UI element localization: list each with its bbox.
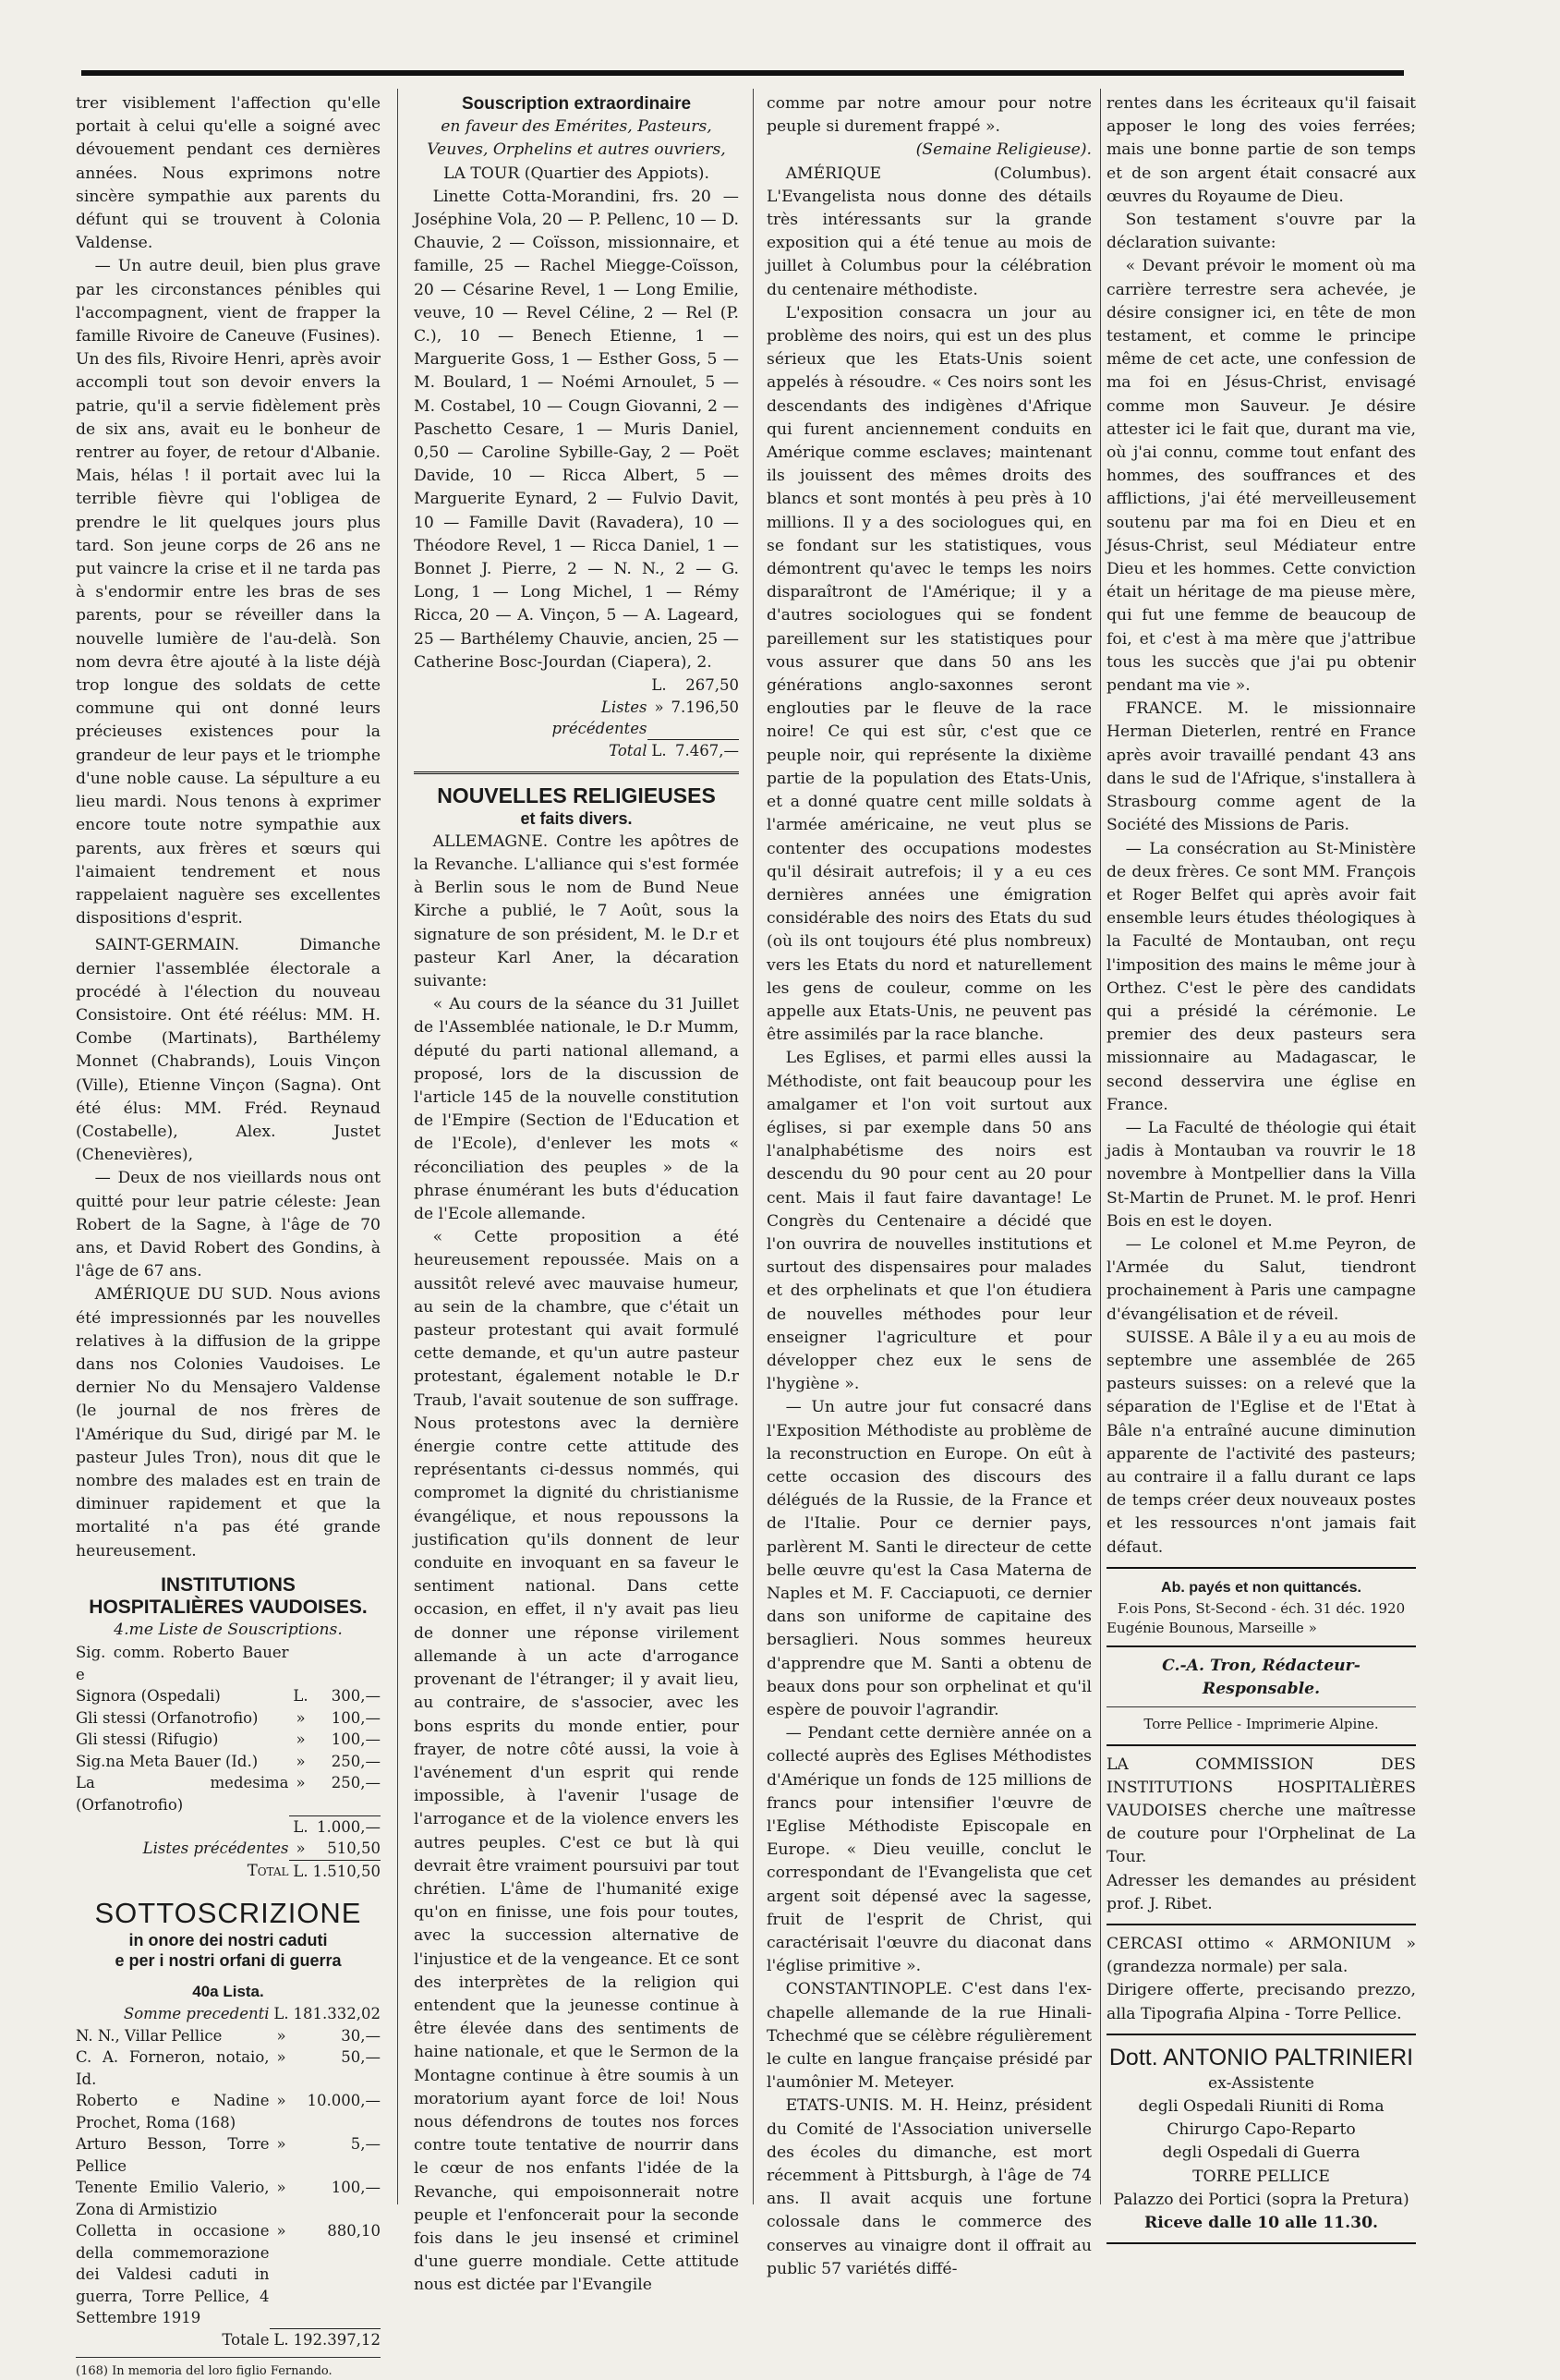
column-3 — [767, 92, 1092, 2278]
section-subtitle: in onore dei nostri caduti — [128, 1931, 328, 1949]
list-number: 40a Lista. — [192, 1983, 264, 2000]
article-suisse: SUISSE. A Bâle il y a eu au mois de septembre une assemblée de 265 pasteurs suisses: on a relevé que la séparation de l'Eglise et de l'Etat à Bâle n'a entraîné aucune diminution apparente de l'activité des pasteurs; au contraire il a fallu durant ce laps de temps créer deux nouveaux postes et les ressources n'ont jamais fait défaut. — [1107, 1328, 1416, 1557]
article-text: — La Faculté de théologie qui était jadis à Montauban va rouvrir le 18 novembre à Montpellier dans la Villa St-Martin de Prunet. M. le prof. Henri Bois en est le doyen. — [1107, 1118, 1416, 1231]
advertisement: LA COMMISSION DES INSTITUTIONS HOSPITALIÈRES VAUDOISES cherche une maîtresse de couture pour l'Orphelinat de La Tour. — [1107, 1755, 1416, 1867]
row-cur: » — [276, 2048, 286, 2067]
row-cur: » — [296, 1774, 306, 1791]
row-amt: 250,— — [331, 1752, 381, 1770]
row-amt — [313, 1642, 381, 1685]
editor-line: C.-A. Tron, Rédacteur-Responsable. — [1162, 1657, 1360, 1699]
doctor-line: ex-Assistente — [1208, 2073, 1314, 2093]
article-text: rentes dans les écriteaux qu'il faisait apposer le long des voies ferrées; mais une bonne partie de son temps et de son argent était consacré aux œuvres du Royaume de Dieu. — [1107, 94, 1416, 206]
subscription-row — [76, 1685, 381, 1707]
column-rule — [753, 89, 754, 2204]
advertisement: Adresser les demandes au président prof. J. Ribet. — [1107, 1871, 1416, 1913]
doctor-hours: Riceve dalle 10 alle 11.30. — [1143, 2214, 1379, 2233]
doctor-line: Palazzo dei Portici (sopra la Pretura) — [1113, 2190, 1409, 2209]
article-amerique: AMÉRIQUE (Columbus). L'Evangelista nous donne des détails très intéressants sur la grande exposition qui a été tenue au mois de juillet à Columbus pour la célébration du centenaire méthodiste. — [767, 164, 1092, 299]
previous-row: Somme precedenti L. 181.332,02 — [123, 2005, 381, 2023]
row-amt: 100,— — [331, 1730, 381, 1748]
subscription-row — [76, 1751, 381, 1773]
row-cur: » — [276, 2026, 286, 2045]
article-text: — Un autre deuil, bien plus grave par les circonstances pénibles qui l'accompagnent, vient de frapper la famille Rivoire de Caneuve (Fusines). Un des fils, Rivoire Henri, après avoir accompli tout son devoir envers la patrie, qu'il a servie fidèlement près de six ans, avait eu le bonheur de rentrer au foyer, de retour d'Albanie. Mais, hélas ! il portait avec lui la terrible fièvre qui l'obligea de prendre le lit quelques jours plus tard. Son jeune corps de 26 ans ne put vaincre la crise et il ne tarda pas à s'endormir entre les bras de ses parents, pour se réveiller dans la nouvelle lumière de l'au-delà. Son nom devra être ajouté à la liste déjà trop longue des soldats de cette commune qui ont donné leurs précieuses existences pour la grandeur de leur pays et le triomphe d'une noble cause. La sépulture a eu lieu mardi. Nous tenons à exprimer encore toute notre sympathie aux parents, aux frères et sœurs qui l'aimaient tendrement et nous rappelaient naguère ses excellentes dispositions d'esprit. — [76, 257, 381, 929]
row-amt: 5,— — [350, 2135, 381, 2154]
row-cur: L. — [293, 1687, 308, 1705]
article-constantinople: CONSTANTINOPLE. C'est dans l'ex-chapelle allemande de la rue Hinali-Tchechmé que se célèbre régulièrement le culte en langue française présidé par l'aumônier M. Meteyer. — [767, 1980, 1092, 2093]
sum-row: L. 267,50 — [651, 676, 739, 695]
row-cur: » — [276, 2222, 286, 2240]
row-name: N. N., Villar Pellice — [76, 2026, 223, 2045]
printer-line: Torre Pellice - Imprimerie Alpine. — [1143, 1716, 1379, 1733]
section-title: NOUVELLES RELIGIEUSES — [437, 783, 716, 808]
subscription-row — [76, 2220, 381, 2329]
column-rule — [1100, 89, 1101, 2204]
row-amt: 100,— — [331, 2179, 381, 2197]
row-cur — [289, 1642, 313, 1685]
doctor-line: degli Ospedali di Guerra — [1162, 2143, 1360, 2163]
article-text: — La consécration au St-Ministère de deux frères. Ce sont MM. François et Roger Belfet qui après avoir fait ensemble leurs études théologiques à la Faculté de Montauban, ont reçu l'imposition des mains le même jour à Orthez. C'est le père des candidats qui a présidé la cérémonie. Le premier des deux pasteurs sera missionnaire au Madagascar, le second desservira une église en France. — [1107, 839, 1416, 1114]
section-title: INSTITUTIONS — [161, 1573, 296, 1596]
source-credit: (Semaine Religieuse). — [915, 140, 1092, 160]
subscription-row — [76, 1642, 381, 1685]
row-name: Signora (Ospedali) — [76, 1687, 221, 1705]
row-amt: 250,— — [331, 1774, 381, 1791]
doctor-name: Dott. ANTONIO PALTRINIERI — [1108, 2044, 1414, 2070]
section-title: SOTTOSCRIZIONE — [94, 1897, 362, 1929]
row-amt: 10.000,— — [307, 2092, 381, 2110]
row-name: Tenente Emilio Valerio, Zona di Armistizio — [76, 2179, 270, 2218]
donor-list: Linette Cotta-Morandini, frs. 20 — Joséphine Vola, 20 — P. Pellenc, 10 — D. Chauvie, 2 — Coïsson, missionnaire, et famille, 25 — Rachel Miegge-Coïsson, 20 — Césarine Revel, 1 — Long Emilie, veuve, 10 — Revel Céline, 2 — Rel (P. C.), 10 — Benech Etienne, 1 — Marguerite Goss, 1 — Esther Goss, 5 — M. Boulard, 1 — Noémi Arnoulet, 5 — M. Costabel, 10 — Cougn Giovanni, 2 — Paschetto Cesare, 1 — Muris Daniel, 0,50 — Caroline Sybille-Gay, 2 — Poët Davide, 10 — Ricca Albert, 5 — Marguerite Eynard, 2 — Fulvio Davit, 10 — Famille Davit (Ravadera), 10 — Théodore Revel, 1 — Ricca Daniel, 1 — Bonnet J. Pierre, 2 — N. N., 2 — G. Long, 1 — Long Michel, 1 — Rémy Ricca, 20 — A. Vinçon, 5 — A. Lageard, 25 — Barthélemy Chauvie, ancien, 25 — Catherine Bosc-Jourdan (Ciapera), 2. — [414, 187, 739, 672]
article-text: — Un autre jour fut consacré dans l'Exposition Méthodiste au problème de la reconstruction en Europe. On eût à cette occasion des discours des délégués de la Russie, de la France et de l'Italie. Pour ce dernier pays, parlèrent M. Santi le directeur de cette belle œuvre qu'est la Casa Materna de Naples et M. F. Cacciapuoti, ce dernier dans son uniforme de capitaine des bersaglieri. Nous sommes heureux d'apprendre que M. Santi a obtenu de beaux dons pour son orphelinat et qu'il espère de pouvoir l'agrandir. — [767, 1398, 1092, 1720]
notice-line: Eugénie Bounous, Marseille » — [1107, 1620, 1317, 1636]
subscription-row — [76, 2025, 381, 2047]
section-subtitle: e per i nostri orfani di guerra — [115, 1951, 342, 1970]
row-cur: » — [276, 2135, 286, 2154]
previous-row: Listes précédentes » 7.196,50 — [551, 698, 739, 738]
article-text: — Le colonel et M.me Peyron, de l'Armée du Salut, tiendront prochainement à Paris une campagne d'évangélisation et de réveil. — [1107, 1234, 1416, 1324]
column-4 — [1107, 92, 1416, 2233]
row-amt: 880,10 — [327, 2222, 381, 2240]
subscription-table — [76, 1642, 381, 1882]
previous-row: Listes précédentes » 510,50 — [142, 1840, 381, 1857]
section-subtitle: 4.me Liste de Souscriptions. — [114, 1620, 343, 1639]
row-name: La medesima (Orfanotrofio) — [76, 1774, 289, 1814]
row-amt: 100,— — [331, 1708, 381, 1727]
sum-table — [512, 674, 739, 762]
row-amt: 300,— — [331, 1687, 381, 1705]
article-saint-germain: SAINT-GERMAIN. Dimanche dernier l'assemblée électorale a procédé à l'élection du nouveau Consistoire. Ont été réélus: MM. H. Combe (Martinats), Barthélemy Monnet (Chabrands), Louis Vinçon (Ville), Etienne Vinçon (Sagna). Ont été élus: MM. Fréd. Reynaud (Costabelle), Alex. Justet (Chenevières), — [76, 936, 381, 1165]
section-subtitle: en faveur des Emérites, Pasteurs, Veuves, Orphelins et autres ouvriers, — [427, 117, 726, 160]
notice-title: Ab. payés et non quittancés. — [1161, 1579, 1361, 1596]
subscription-row — [76, 1772, 381, 1815]
article-etats-unis: ETATS-UNIS. M. H. Heinz, président du Comité de l'Association universelle des écoles du dimanche, est mort récemment à Pittsburgh, à l'âge de 74 ans. Il avait acquis une fortune colossale dans le commerce des conserves au vinaigre dont il offrait au public 57 variétés diffé- — [767, 2096, 1092, 2278]
doctor-line: degli Ospedali Riuniti di Roma — [1138, 2097, 1385, 2117]
row-amt: 30,— — [341, 2026, 381, 2045]
article-text: Son testament s'ouvre par la déclaration suivante: — [1107, 211, 1416, 253]
row-cur: » — [276, 2092, 286, 2110]
section-title: HOSPITALIÈRES VAUDOISES. — [89, 1596, 368, 1618]
war-subscription-table — [76, 2003, 381, 2351]
notice-line: F.ois Pons, St-Second - éch. 31 déc. 1920 — [1117, 1600, 1406, 1617]
total-row: Totale L. 192.397,12 — [76, 2329, 381, 2351]
doctor-line: Chirurgo Capo-Reparto — [1167, 2120, 1356, 2140]
subtotal-row: L. 1.000,— — [76, 1815, 381, 1838]
place-heading: LA TOUR (Quartier des Appiots). — [443, 164, 709, 183]
advertisement: Dirigere offerte, precisando prezzo, alla Tipografia Alpina - Torre Pellice. — [1107, 1981, 1416, 2023]
subscription-row — [76, 2090, 381, 2133]
article-quote: « Cette proposition a été heureusement repoussée. Mais on a aussitôt relevé avec mauvaise humeur, au sein de la chambre, que c'était un pasteur protestant qui avait formulé cette demande, et qu'un autre pasteur protestant, également notable le D.r Traub, l'avait soutenue de son suffrage. Nous protestons avec la dernière énergie contre cette attitude des représentants ci-dessus nommés, qui compromet la dignité du christianisme évangélique, et nous repoussons la justification qu'ils donnent de leur conduite en invoquant en sa faveur le sentiment national. Dans cette occasion, en effet, il n'y avait pas lieu de donner une réponse virilement allemande à un acte d'arrogance provenant de l'étranger; il y avait lieu, au contraire, de s'associer, avec les bons esprits du monde entier, pour frayer, de notre côté aussi, la voie à l'avénement d'un esprit qui rende impossible, à l'avenir l'usage de l'arrogance et de la violence envers les autres peuples. C'est ce but là qui devrait être vraiment poursuivi par tout chrétien. L'âme de l'humanité exige qu'on en finisse, une fois pour toutes, avec la succession alternative de l'injustice et de la vengeance. Et ce sont des interprètes de la religion qui entendent que la jeunesse continue à être élevée dans des sentiments de haine nationale, et que le Sermon de la Montagne continue à être soumis à un moratorium ayant force de loi! Nous nous défendrons de toutes nos forces contre toute tentative de nourrir dans le cœur de nos enfants l'idée de la Revanche, qui empoisonnerait notre peuple et l'enfoncerait pour la seconde fois dans le jeu insensé et criminel d'une guerre mondiale. Cette attitude nous est dictée par l'Evangile — [414, 1228, 739, 2295]
article-text: trer visiblement l'affection qu'elle portait à celui qu'elle a soigné avec dévouement pendant ces dernières années. Nous exprimons notre sincère sympathie aux parents du défunt qui se trouvent à Colonia Valdense. — [76, 94, 381, 253]
subscription-row — [76, 2133, 381, 2177]
row-name: Sig. comm. Roberto Bauer e — [76, 1644, 289, 1683]
advertisement: CERCASI ottimo « ARMONIUM » (grandezza normale) per sala. — [1107, 1935, 1416, 1977]
article-france: FRANCE. M. le missionnaire Herman Dieterlen, rentré en France après avoir travaillé pendant 43 ans dans le sud de l'Afrique, s'installera à Strasbourg comme agent de la Société des Missions de Paris. — [1107, 699, 1416, 835]
footnote: (168) In memoria del loro figlio Fernando. — [76, 2363, 333, 2378]
column-rule — [397, 89, 398, 2204]
article-text: — Pendant cette dernière année on a collecté auprès des Eglises Méthodistes d'Amérique un fonds de 125 millions de francs pour intensifier l'œuvre de l'Eglise Méthodiste Episcopale en Europe. « Dieu veuille, conclut le correspondant de l'Evangelista que cet argent soit dépensé avec la sagesse, fruit de l'esprit de Christ, qui caractérisait l'œuvre du diaconat dans l'église primitive ». — [767, 1724, 1092, 1976]
row-name: Gli stessi (Orfanotrofio) — [76, 1708, 259, 1727]
subscription-row — [76, 2046, 381, 2090]
subscription-row — [76, 1729, 381, 1751]
top-rule — [81, 70, 1404, 76]
section-subtitle: et faits divers. — [520, 808, 633, 828]
row-cur: » — [296, 1730, 306, 1748]
subscription-row — [76, 1707, 381, 1730]
article-allemagne: ALLEMAGNE. Contre les apôtres de la Revanche. L'alliance qui s'est formée à Berlin sous le nom de Bund Neue Kirche a publié, le 7 Août, sous la signature de son président, M. le D.r et pasteur Karl Aner, la décaration suivante: — [414, 832, 739, 990]
article-text: Les Eglises, et parmi elles aussi la Méthodiste, ont fait beaucoup pour les amalgamer et l'on voit surtout aux églises, si par exemple dans 50 ans l'analphabétisme des noirs est descendu du 90 pour cent au 20 pour cent. Mais il faut faire davantage! Le Congrès du Centenaire a décidé que l'on ouvrira de nouvelles institutions et surtout des dispensaires pour malades et des orphelinats et que l'on étudiera de nouvelles méthodes pour leur enseigner l'agriculture et pour développer chez eux le sens de l'hygiène ». — [767, 1049, 1092, 1394]
row-name: Sig.na Meta Bauer (Id.) — [76, 1752, 259, 1770]
total-row: Total L. 7.467,— — [512, 740, 739, 762]
row-name: Colletta in occasione della commemorazione dei Valdesi caduti in guerra, Torre Pellice, 4 Settembre 1919 — [76, 2222, 270, 2327]
row-cur: » — [276, 2179, 286, 2197]
article-quote: « Devant prévoir le moment où ma carrière terrestre sera achevée, je désire consigner ici, en tête de mon testament, et comme le principe même de cet acte, une confession de ma foi en Jésus-Christ, envisagé comme mon Sauveur. Je désire attester ici le fait que, durant ma vie, où j'ai connu, comme tout enfant des hommes, des souffrances et des afflictions, j'ai été merveilleusement soutenu par ma foi en Dieu et en Jésus-Christ, seul Médiateur entre Dieu et les hommes. Cette conviction était un héritage de ma pieuse mère, qui fut une femme de beaucoup de foi, et c'est à ma mère que j'attribue tous les succès que j'ai pu obtenir pendant ma vie ». — [1107, 257, 1416, 696]
row-cur: » — [296, 1708, 306, 1727]
subscription-row — [76, 2177, 381, 2220]
section-title: Souscription extraordinaire — [461, 94, 692, 114]
total-row: Total L. 1.510,50 — [76, 1860, 381, 1882]
article-text: — Deux de nos vieillards nous ont quitté pour leur patrie céleste: Jean Robert de la Sagne, à l'âge de 70 ans, et David Robert des Gondins, à l'âge de 67 ans. — [76, 1169, 381, 1281]
row-cur: » — [296, 1752, 306, 1770]
article-quote: « Au cours de la séance du 31 Juillet de l'Assemblée nationale, le D.r Mumm, député du parti national allemand, a proposé, lors de la discussion de l'article 145 de la nouvelle constitution de l'Empire (Section de l'Education et de l'Ecole), d'enlever les mots « réconciliation des peuples » de la phrase énumérant les buts d'éducation de l'Ecole allemande. — [414, 995, 739, 1224]
article-text: comme par notre amour pour notre peuple si durement frappé ». — [767, 94, 1092, 137]
column-1 — [76, 92, 381, 2378]
article-text: L'exposition consacra un jour au problème des noirs, qui est un des plus sérieux que les Etats-Unis soient appelés à résoudre. « Ces noirs sont les descendants des indigènes d'Afrique qui furent anciennement conduits en Amérique comme esclaves; maintenant ils jouissent des mêmes droits des blancs et sont montés à peu près à 10 millions. Il y a des sociologues qui, en se fondant sur les statistiques, vous démontrent qu'avec le temps les noirs disparaîtront de l'Amérique; il y a d'autres sociologues qui se fondent pareillement sur les statistiques pour vous assurer que dans 50 ans les générations anglo-saxonnes seront englouties par le fleuve de la race noire! Ce qui est sûr, c'est que ce peuple noir, qui représente la dixième partie de la population des Etats-Unis, et a donné quatre cent mille soldats à l'armée américaine, ne veut plus se contenter des occupations modestes qu'il désirait autrefois; il y a eu ces dernières années une émigration considérable des noirs des Etats du sud (où ils ont toujours été plus nombreux) vers les Etats du nord et naturellement les gens de couleur, comme on les appelle aux Etats-Unis, ne peuvent pas être assimilés par la race blanche. — [767, 303, 1092, 1045]
article-amerique-sud: AMÉRIQUE DU SUD. Nous avions été impressionnés par les nouvelles relatives à la diffusion de la grippe dans nos Colonies Vaudoises. Le dernier No du Mensajero Valdense (le journal de nos frères de l'Amérique du Sud, dirigé par M. le pasteur Jules Tron), nous dit que le nombre des malades est en train de diminuer rapidement et que la mortalité n'a pas été grande heureusement. — [76, 1285, 381, 1560]
row-name: Gli stessi (Rifugio) — [76, 1730, 219, 1748]
doctor-line: TORRE PELLICE — [1192, 2167, 1330, 2186]
column-2 — [414, 92, 739, 2295]
row-name: Roberto e Nadine Prochet, Roma (168) — [76, 2092, 270, 2131]
row-name: Arturo Besson, Torre Pellice — [76, 2135, 270, 2175]
row-amt: 50,— — [341, 2048, 381, 2067]
row-name: C. A. Forneron, notaio, Id. — [76, 2048, 270, 2088]
